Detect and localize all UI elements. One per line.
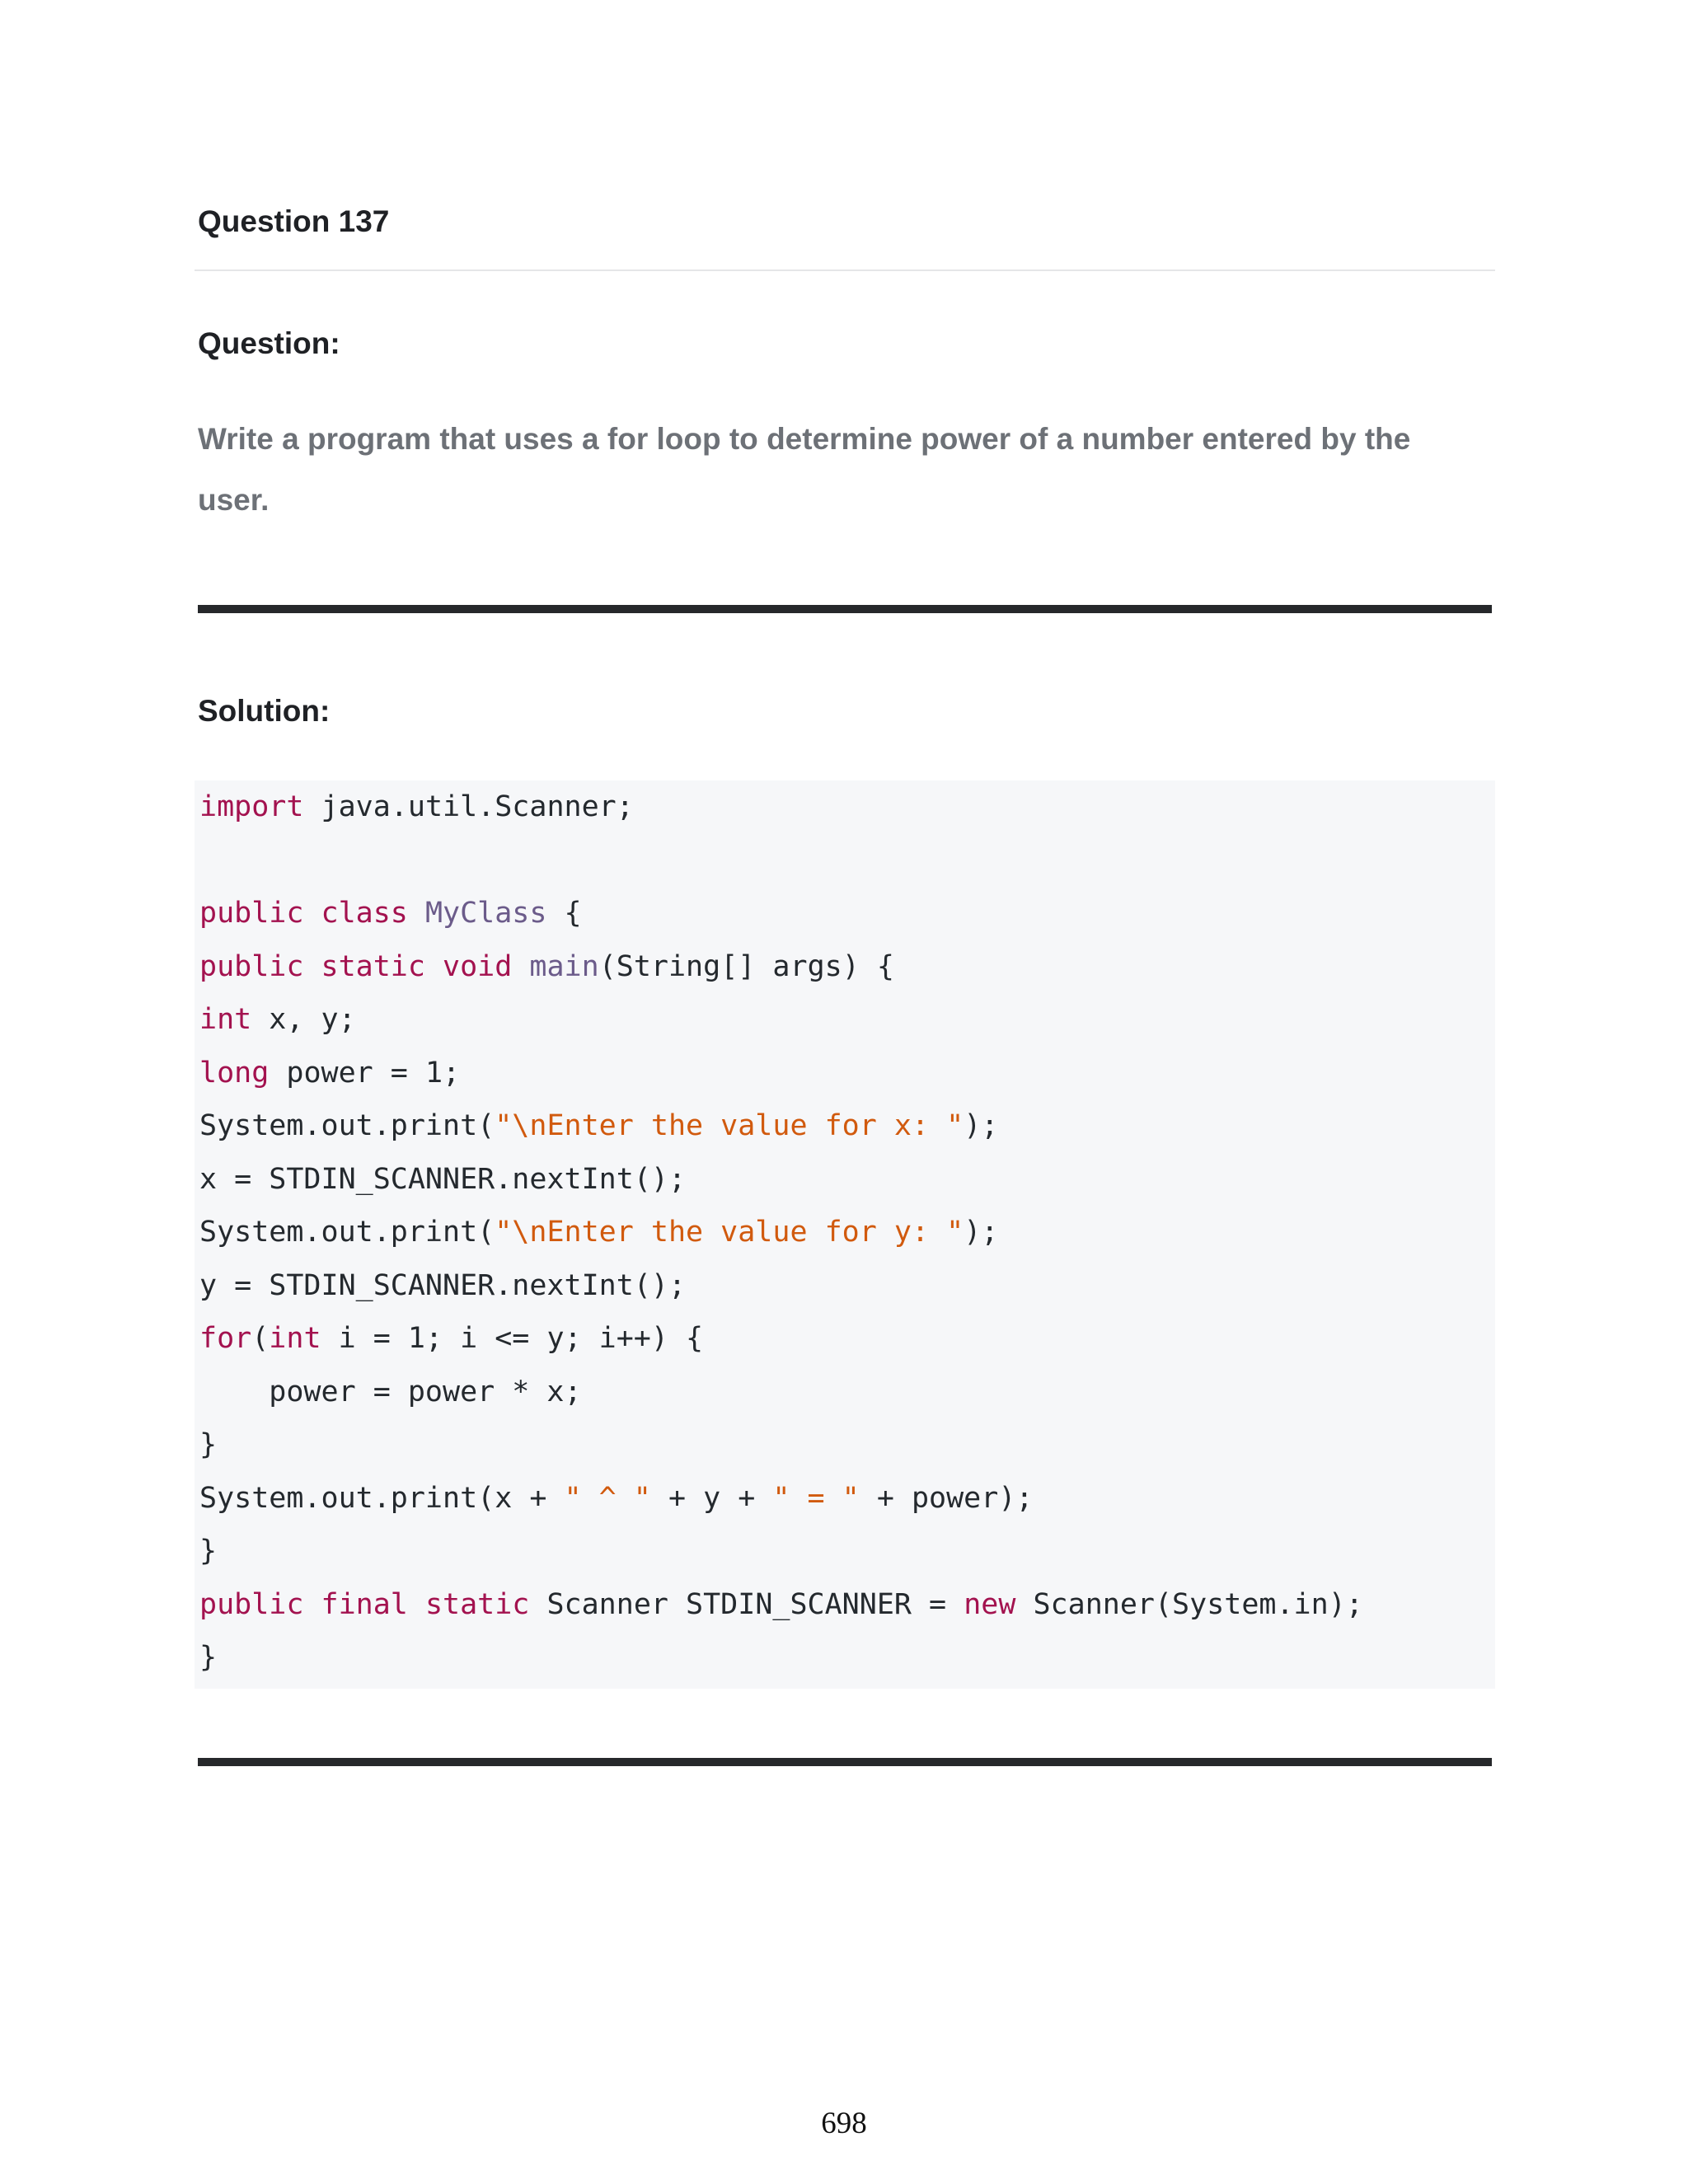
code-keyword: long [199, 1056, 270, 1090]
code-keyword: static [321, 949, 425, 983]
code-text: { [546, 897, 582, 930]
code-keyword: for [199, 1322, 252, 1355]
code-text: Scanner(System.in); [1015, 1587, 1363, 1621]
code-text: + y + [650, 1481, 773, 1515]
code-line [199, 1631, 217, 1684]
code-string: " = " [772, 1481, 860, 1515]
code-line [199, 1418, 217, 1471]
code-line [199, 1525, 217, 1577]
code-text: power = 1; [269, 1056, 461, 1090]
code-keyword: int [199, 1003, 252, 1036]
question-label: Question: [198, 326, 340, 360]
code-string: "\nEnter the value for x: " [495, 1109, 964, 1142]
code-text [512, 950, 529, 983]
code-string: " ^ " [564, 1481, 651, 1515]
code-line [199, 940, 894, 993]
code-text: ( [251, 1322, 270, 1355]
code-block [195, 780, 1495, 1689]
question-text: Write a program that uses a for loop to determine power of a number entered by the user. [198, 422, 1411, 517]
code-keyword: public [199, 1587, 304, 1621]
code-keyword: int [269, 1322, 321, 1355]
code-text [303, 1588, 321, 1621]
code-text: y = STDIN_SCANNER.nextInt(); [199, 1268, 687, 1302]
code-line [199, 1578, 1363, 1631]
code-keyword: class [321, 897, 408, 930]
code-text: x, y; [251, 1003, 356, 1036]
header-divider [195, 269, 1495, 271]
code-text [303, 897, 321, 930]
section-divider-bottom [198, 1758, 1492, 1766]
code-line [199, 1259, 686, 1312]
code-text [408, 897, 425, 930]
code-line [199, 780, 634, 833]
code-text: Scanner STDIN_SCANNER = [529, 1587, 964, 1621]
code-text [408, 1588, 425, 1621]
code-text: i = 1; i <= y; i++) { [321, 1322, 704, 1355]
code-text: } [199, 1535, 218, 1568]
code-text: System.out.print(x + [199, 1481, 565, 1515]
code-text: System.out.print( [199, 1109, 495, 1142]
code-keyword: import [199, 790, 304, 823]
code-text: System.out.print( [199, 1216, 495, 1249]
code-keyword: public [199, 949, 304, 983]
code-text: + power); [859, 1481, 1034, 1515]
code-line [199, 1099, 998, 1152]
code-text: ); [964, 1216, 999, 1249]
code-line [199, 1206, 998, 1258]
code-line [199, 1472, 1033, 1525]
solution-label: Solution: [198, 694, 331, 728]
code-text: (String[] args) { [598, 949, 894, 983]
code-keyword: final [321, 1587, 408, 1621]
code-string: "\nEnter the value for y: " [495, 1216, 964, 1249]
code-line [199, 1153, 686, 1206]
code-text: } [199, 1428, 218, 1461]
code-text: power = power * x; [199, 1375, 582, 1408]
page-number: 698 [821, 2107, 867, 2140]
code-line [199, 1047, 460, 1099]
code-identifier: MyClass [424, 897, 547, 930]
code-line [199, 1312, 703, 1365]
code-text: ); [964, 1109, 999, 1142]
code-text: x = STDIN_SCANNER.nextInt(); [199, 1162, 687, 1196]
section-divider-top [198, 605, 1492, 613]
code-line [199, 993, 356, 1046]
code-keyword: static [424, 1587, 530, 1621]
code-keyword: public [199, 897, 304, 930]
code-keyword: new [964, 1587, 1016, 1621]
code-line [199, 887, 582, 940]
code-keyword: void [443, 949, 513, 983]
question-number-heading: Question 137 [198, 204, 390, 238]
code-text: java.util.Scanner; [303, 790, 634, 823]
code-line [199, 1366, 582, 1418]
code-text [303, 950, 321, 983]
code-text [425, 950, 443, 983]
code-text: } [199, 1641, 218, 1674]
code-identifier: main [529, 949, 599, 983]
